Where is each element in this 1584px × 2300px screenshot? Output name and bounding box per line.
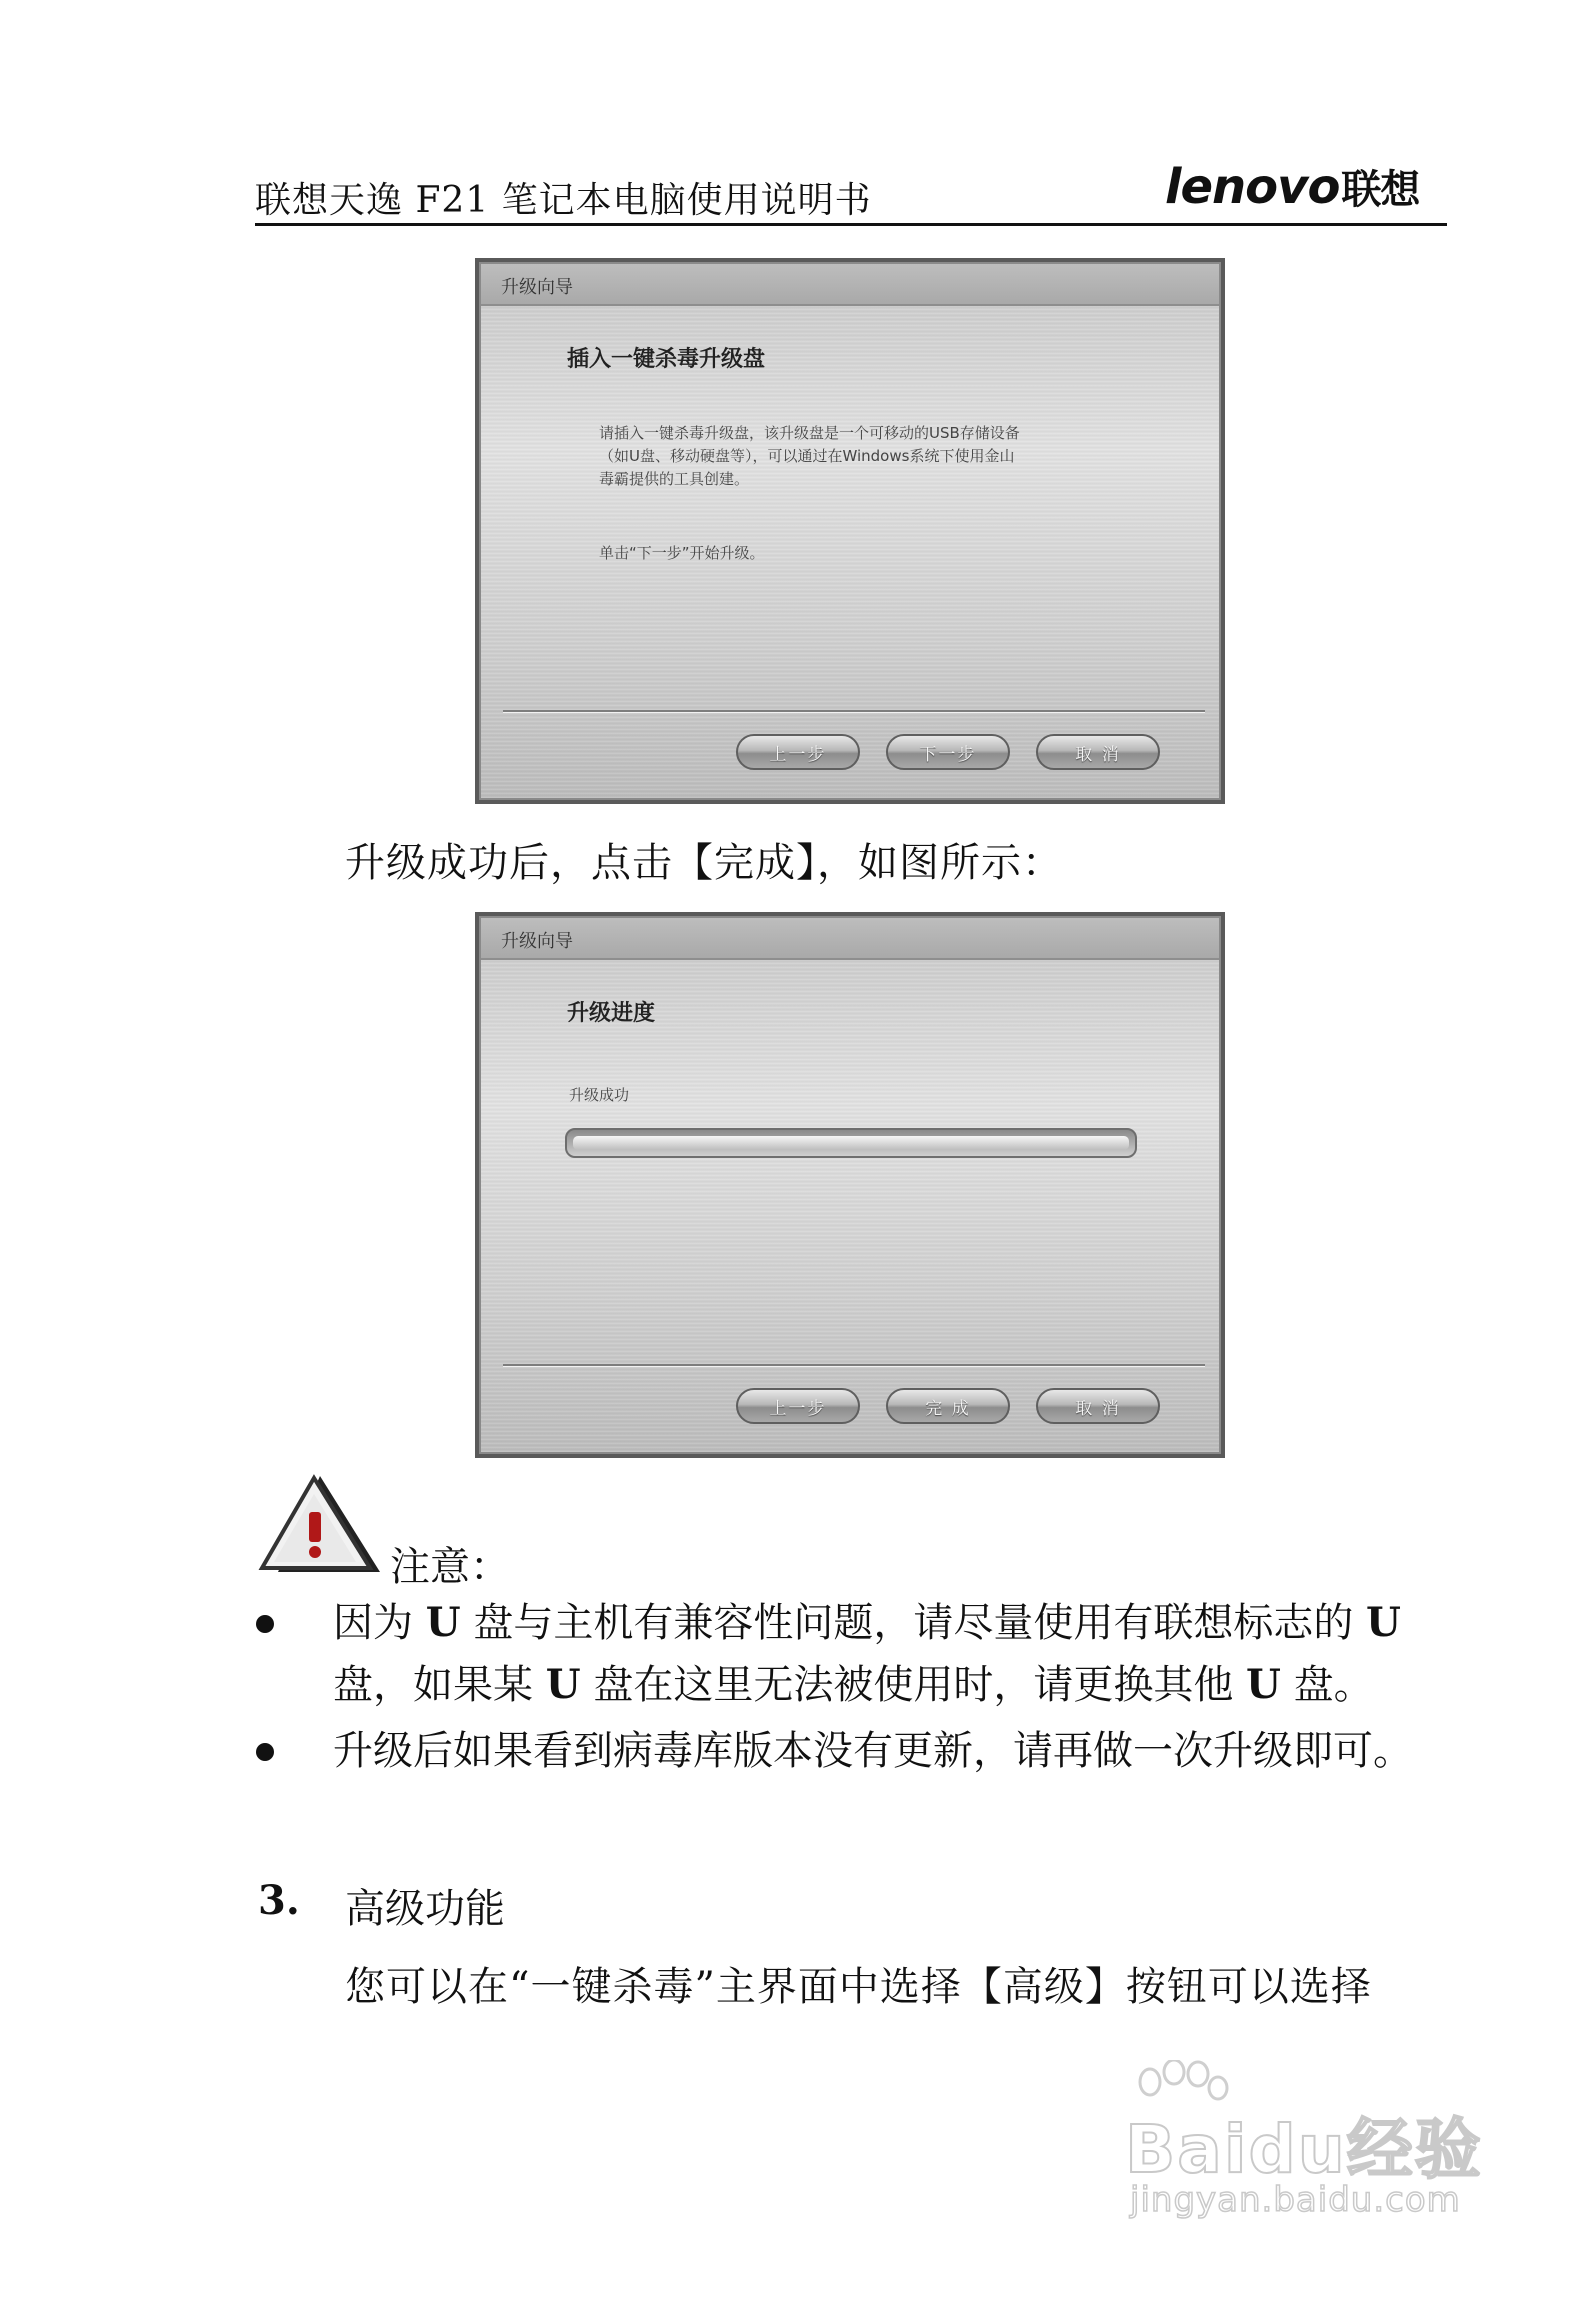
- dialog-title: 升级向导: [501, 277, 573, 298]
- logo-chinese: 联想: [1341, 167, 1420, 213]
- dialog-separator: [503, 710, 1205, 713]
- dialog-separator: [503, 1364, 1205, 1367]
- document-title: 联想天逸 F21 笔记本电脑使用说明书: [255, 180, 872, 221]
- bullet-dot: [256, 1743, 274, 1761]
- dialog-instruction: 单击“下一步”开始升级。: [599, 544, 765, 562]
- bullet-text-bold: U: [1366, 1599, 1401, 1646]
- bullet-text-bold: U: [1246, 1661, 1281, 1708]
- bullet-text-bold: U: [545, 1661, 581, 1708]
- bullet-dot: [256, 1615, 274, 1633]
- watermark-url: jingyan.baidu.com: [1130, 2180, 1461, 2220]
- dialog-body-line: 毒霸提供的工具创建。: [599, 470, 750, 488]
- dialog-body: [479, 916, 1221, 1454]
- dialog-heading: 插入一键杀毒升级盘: [567, 347, 766, 372]
- back-button[interactable]: 上一步: [736, 1388, 860, 1424]
- dialog-body-line: 请插入一键杀毒升级盘，该升级盘是一个可移动的USB存储设备: [599, 424, 1020, 442]
- watermark-brand: Baidu经验: [1125, 2111, 1483, 2188]
- warning-icon: [258, 1468, 388, 1578]
- bullet-text-bold: U: [425, 1599, 461, 1646]
- note-bullet-2: [333, 1720, 1453, 1782]
- dialog-titlebar: [481, 918, 1219, 960]
- upgrade-wizard-progress-screenshot: [475, 912, 1225, 1458]
- bullet-text-span: 盘。: [1280, 1662, 1374, 1708]
- back-button[interactable]: 上一步: [736, 734, 860, 770]
- progress-fill: [573, 1136, 1129, 1150]
- bullet-text-span: 盘在这里无法被使用时，请更换其他: [580, 1662, 1247, 1708]
- bullet-text-span: 盘，如果某: [333, 1662, 546, 1708]
- progress-bar: [565, 1128, 1137, 1158]
- progress-status: 升级成功: [569, 1086, 630, 1104]
- section-paragraph: 您可以在“一键杀毒”主界面中选择【高级】按钮可以选择: [345, 1964, 1372, 2010]
- dialog-body-line: （如U盘、移动硬盘等），可以通过在Windows系统下使用金山: [599, 447, 1015, 465]
- header-rule: [255, 223, 1447, 226]
- lenovo-logo: [1165, 158, 1419, 215]
- logo-latin: lenovo: [1165, 159, 1340, 215]
- dialog-title: 升级向导: [501, 931, 573, 952]
- next-button[interactable]: 下一步: [886, 734, 1010, 770]
- dialog-titlebar: [481, 264, 1219, 306]
- caption-upgrade-success: 升级成功后，点击【完成】，如图所示：: [345, 840, 1063, 886]
- note-label: 注意：: [390, 1544, 510, 1590]
- finish-button[interactable]: 完 成: [886, 1388, 1010, 1424]
- bullet-text-span: 盘与主机有兼容性问题，请尽量使用有联想标志的: [460, 1600, 1367, 1646]
- cancel-button[interactable]: 取 消: [1036, 1388, 1160, 1424]
- cancel-button[interactable]: 取 消: [1036, 734, 1160, 770]
- section-number: 3.: [258, 1877, 300, 1924]
- upgrade-wizard-insert-disk-screenshot: [475, 258, 1225, 804]
- dialog-body-text: [599, 422, 1020, 491]
- bullet-text-span: 因为: [333, 1600, 426, 1646]
- dialog-heading: 升级进度: [567, 1001, 656, 1026]
- dialog-body: [479, 262, 1221, 800]
- note-bullet-1: [333, 1592, 1453, 1716]
- section-title: 高级功能: [345, 1886, 505, 1932]
- bullet-text-span: 升级后如果看到病毒库版本没有更新，请再做一次升级即可。: [333, 1728, 1413, 1774]
